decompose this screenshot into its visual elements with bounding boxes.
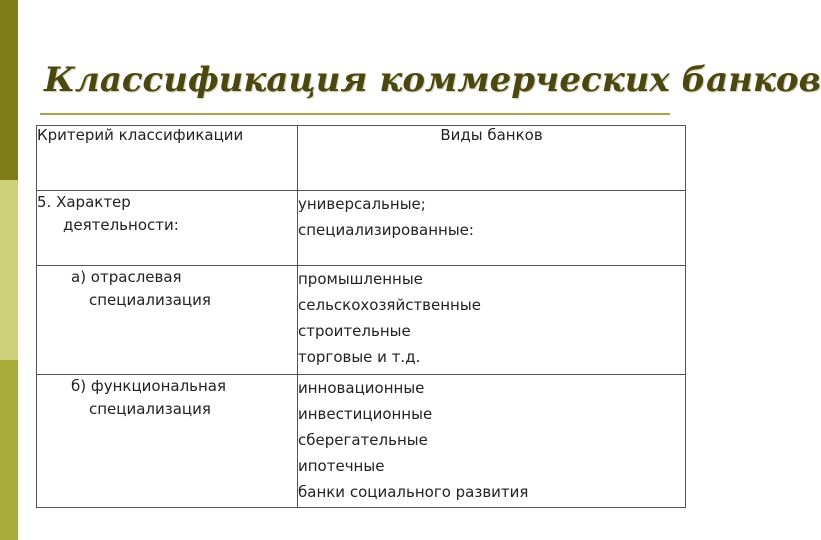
- table-header-row: [37, 126, 686, 191]
- side-accent-segment: [0, 360, 18, 540]
- table-row: [37, 266, 686, 375]
- type-item: строительные: [298, 322, 411, 340]
- type-item: инновационные: [298, 379, 425, 397]
- type-item: инвестиционные: [298, 405, 433, 423]
- table-row: [37, 191, 686, 266]
- type-item: ипотечные: [298, 457, 385, 475]
- type-item: специализированные:: [298, 221, 474, 239]
- criterion-line: деятельности:: [63, 216, 179, 234]
- side-accent-segment: [0, 0, 18, 180]
- classification-table: [36, 125, 686, 508]
- criterion-line: специализация: [89, 400, 211, 418]
- table-row: [37, 375, 686, 508]
- criterion-cell: [37, 191, 298, 266]
- criterion-line: 5. Характер: [37, 193, 131, 211]
- criterion-line: а) отраслевая: [71, 268, 182, 286]
- title-underline: [40, 113, 670, 115]
- slide-title: Классификация коммерческих банков: [44, 60, 821, 100]
- type-item: банки социального развития: [298, 483, 529, 501]
- side-accent-segment: [0, 180, 18, 360]
- side-accent-bar: [0, 0, 18, 540]
- types-cell: [298, 191, 686, 266]
- types-cell: [298, 266, 686, 375]
- header-types: Виды банков: [298, 126, 686, 191]
- type-item: сельскохозяйственные: [298, 296, 481, 314]
- header-criterion: Критерий классификации: [37, 126, 298, 191]
- type-item: сберегательные: [298, 431, 428, 449]
- criterion-cell: [37, 266, 298, 375]
- type-item: торговые и т.д.: [298, 348, 421, 366]
- criterion-cell: [37, 375, 298, 508]
- type-item: универсальные;: [298, 195, 426, 213]
- types-cell: [298, 375, 686, 508]
- type-item: промышленные: [298, 270, 423, 288]
- criterion-line: специализация: [89, 291, 211, 309]
- criterion-line: б) функциональная: [71, 377, 227, 395]
